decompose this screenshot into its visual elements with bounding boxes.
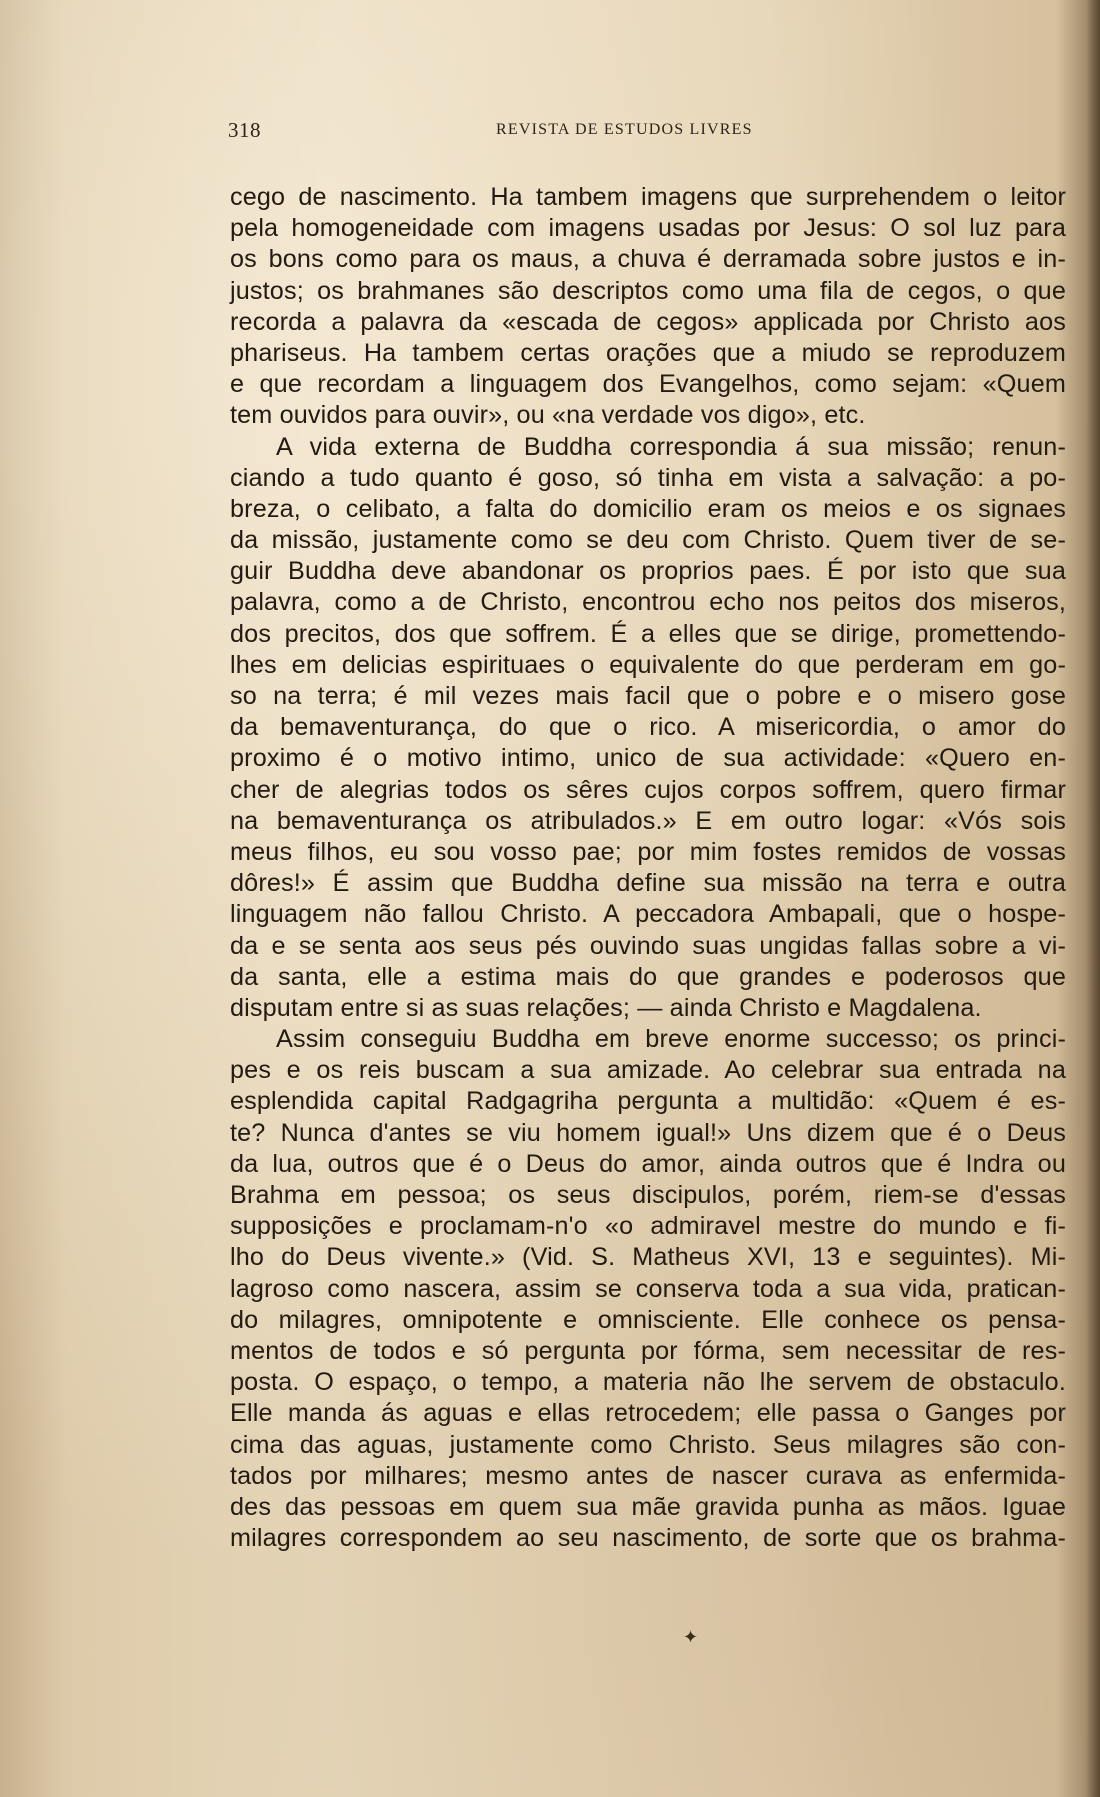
text-line: tem ouvidos para ouvir», ou «na verdade vos digo», etc. xyxy=(230,401,866,430)
text-line: da e se senta aos seus pés ouvindo suas ungidas fallas sobre a vi- xyxy=(230,931,1066,960)
text-line: ciando a tudo quanto é goso, só tinha em vista a salvação: a po- xyxy=(230,463,1066,492)
text-line: linguagem não fallou Christo. A peccadora Ambapali, que o hospe- xyxy=(230,900,1066,929)
text-line: des das pessoas em quem sua mãe gravida punha as mãos. Iguae xyxy=(230,1492,1066,1521)
text-line: lagroso como nascera, assim se conserva toda a sua vida, pratican- xyxy=(230,1274,1066,1303)
text-line: do milagres, omnipotente e omnisciente. Elle conhece os pensa- xyxy=(230,1305,1066,1334)
text-line: da missão, justamente como se deu com Christo. Quem tiver de se- xyxy=(230,526,1066,555)
text-line: supposições e proclamam-n'o «o admiravel mestre do mundo e fi- xyxy=(230,1212,1066,1241)
text-line: cego de nascimento. Ha tambem imagens que surprehendem o leitor xyxy=(230,183,1066,211)
text-line: proximo é o motivo intimo, unico de sua actividade: «Quero en- xyxy=(230,744,1066,773)
text-line: milagres correspondem ao seu nascimento, de sorte que os brahma- xyxy=(230,1524,1066,1553)
text-line: lhes em delicias espirituaes o equivalente do que perderam em go- xyxy=(230,650,1066,679)
text-line: phariseus. Ha tambem certas orações que a miudo se reproduzem xyxy=(230,338,1066,367)
text-line: te? Nunca d'antes se viu homem igual!» Uns dizem que é o Deus xyxy=(230,1118,1066,1147)
text-line: tados por milhares; mesmo antes de nascer curava as enfermida- xyxy=(230,1461,1066,1490)
text-line: dôres!» É assim que Buddha define sua missão na terra e outra xyxy=(230,869,1066,898)
text-line: disputam entre si as suas relações; — ainda Christo e Magdalena. xyxy=(230,993,982,1022)
text-line: cima das aguas, justamente como Christo. Seus milagres são con- xyxy=(230,1430,1066,1459)
text-line: breza, o celibato, a falta do domicilio eram os meios e os signaes xyxy=(230,494,1066,523)
running-title: REVISTA DE ESTUDOS LIVRES xyxy=(496,121,753,138)
body-text xyxy=(230,182,1066,1554)
page-spine-shadow xyxy=(1086,0,1100,1797)
text-line: na bemaventurança os atribulados.» E em outro logar: «Vós sois xyxy=(230,806,1066,835)
text-line: pes e os reis buscam a sua amizade. Ao celebrar sua entrada na xyxy=(230,1056,1066,1085)
text-line: mentos de todos e só pergunta por fórma, sem necessitar de res- xyxy=(230,1336,1066,1365)
text-line: cher de alegrias todos os sêres cujos corpos soffrem, quero firmar xyxy=(230,775,1066,804)
text-line: e que recordam a linguagem dos Evangelhos, como sejam: «Quem xyxy=(230,370,1066,399)
text-line: esplendida capital Radgagriha pergunta a multidão: «Quem é es- xyxy=(230,1087,1066,1116)
text-line: posta. O espaço, o tempo, a materia não lhe servem de obstaculo. xyxy=(230,1368,1066,1397)
text-line: da lua, outros que é o Deus do amor, ainda outros que é Indra ou xyxy=(230,1149,1066,1178)
page-header xyxy=(228,118,808,148)
text-line: Assim conseguiu Buddha em breve enorme successo; os princi- xyxy=(276,1025,1066,1054)
printer-ornament-icon: ✦ xyxy=(683,1627,699,1647)
text-line: guir Buddha deve abandonar os proprios paes. É por isto que sua xyxy=(230,557,1066,586)
text-line: da santa, elle a estima mais do que grandes e poderosos que xyxy=(230,962,1066,991)
text-line: so na terra; é mil vezes mais facil que o pobre e o misero gose xyxy=(230,682,1066,710)
text-line: justos; os brahmanes são descriptos como uma fila de cegos, o que xyxy=(230,276,1066,305)
text-line: A vida externa de Buddha correspondia á sua missão; renun- xyxy=(276,432,1066,461)
page-number: 318 xyxy=(228,118,261,142)
text-line: da bemaventurança, do que o rico. A misericordia, o amor do xyxy=(230,713,1066,742)
text-line: meus filhos, eu sou vosso pae; por mim fostes remidos de vossas xyxy=(230,837,1066,866)
text-line: lho do Deus vivente.» (Vid. S. Matheus XVI, 13 e seguintes). Mi- xyxy=(230,1243,1066,1272)
text-line: dos precitos, dos que soffrem. É a elles que se dirige, promettendo- xyxy=(230,619,1066,648)
text-line: pela homogeneidade com imagens usadas por Jesus: O sol luz para xyxy=(230,214,1066,243)
text-line: os bons como para os maus, a chuva é derramada sobre justos e in- xyxy=(230,245,1066,274)
text-line: palavra, como a de Christo, encontrou echo nos peitos dos miseros, xyxy=(230,588,1066,617)
text-line: Elle manda ás aguas e ellas retrocedem; elle passa o Ganges por xyxy=(230,1399,1066,1428)
text-line: recorda a palavra da «escada de cegos» applicada por Christo aos xyxy=(230,307,1066,336)
text-line: Brahma em pessoa; os seus discipulos, porém, riem-se d'essas xyxy=(230,1181,1066,1209)
